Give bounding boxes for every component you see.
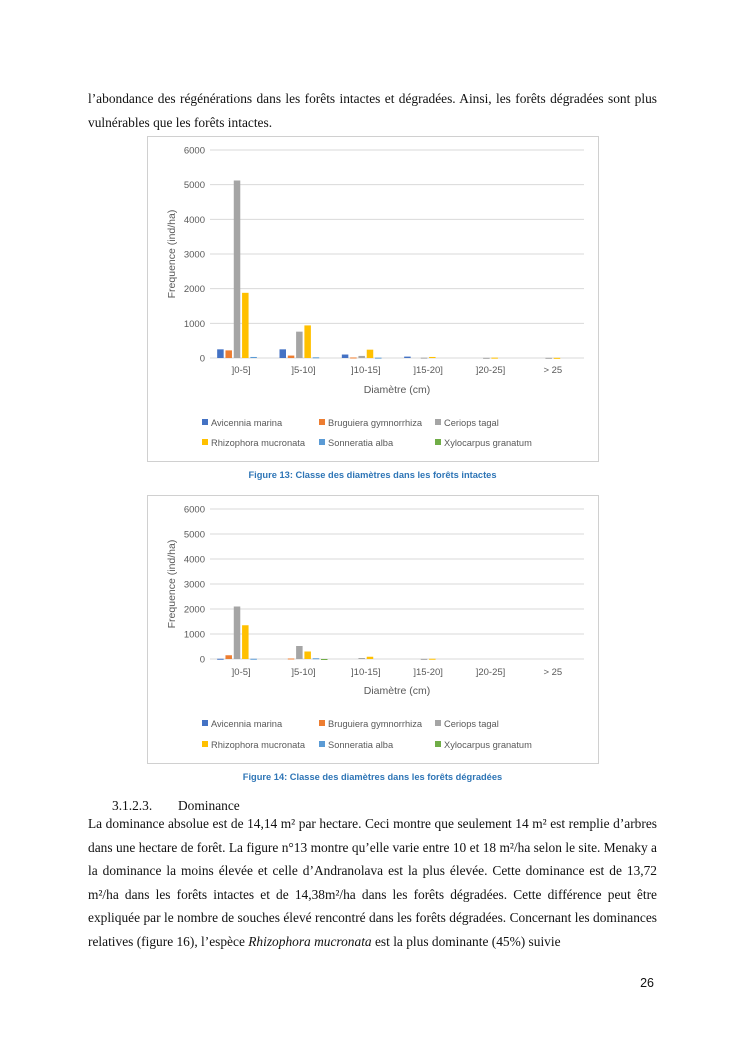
bar-avicennia-marina bbox=[217, 659, 224, 660]
bar-rhizophora-mucronata bbox=[429, 357, 436, 358]
legend-label: Bruguiera gymnorrhiza bbox=[328, 719, 423, 729]
y-tick-label: 6000 bbox=[183, 504, 205, 516]
legend-swatch bbox=[202, 720, 208, 726]
y-axis-label: Frequence (ind/ha) bbox=[166, 209, 178, 299]
y-tick-label: 4000 bbox=[183, 554, 205, 566]
y-tick-label: 5000 bbox=[183, 529, 205, 541]
bar-bruguiera-gymnorrhiza bbox=[350, 357, 357, 358]
y-tick-label: 6000 bbox=[183, 145, 205, 157]
dominance-paragraph bbox=[88, 812, 657, 954]
bar-rhizophora-mucronata bbox=[554, 358, 561, 359]
y-tick-label: 5000 bbox=[183, 180, 205, 192]
x-tick-label: ]10-15] bbox=[351, 365, 381, 376]
legend-label: Avicennia marina bbox=[211, 418, 283, 428]
x-tick-label: > 25 bbox=[543, 365, 563, 376]
legend-label: Sonneratia alba bbox=[328, 438, 394, 448]
bar-avicennia-marina bbox=[217, 349, 224, 358]
bar-sonneratia-alba bbox=[375, 358, 382, 359]
figure-14-svg bbox=[148, 496, 598, 763]
x-tick-label: ]20-25] bbox=[475, 365, 506, 376]
legend-label: Xylocarpus granatum bbox=[444, 438, 532, 448]
legend-swatch bbox=[435, 720, 441, 726]
legend-label: Avicennia marina bbox=[211, 719, 283, 729]
bar-ceriops-tagal bbox=[421, 358, 428, 359]
bar-sonneratia-alba bbox=[313, 658, 320, 659]
x-tick-label: ]15-20] bbox=[413, 365, 443, 376]
bar-bruguiera-gymnorrhiza bbox=[225, 350, 232, 358]
bar-ceriops-tagal bbox=[296, 332, 303, 358]
x-tick-label: ]0-5] bbox=[231, 667, 251, 678]
y-tick-label: 3000 bbox=[183, 579, 205, 591]
bar-rhizophora-mucronata bbox=[242, 293, 249, 358]
bar-ceriops-tagal bbox=[234, 181, 241, 358]
y-tick-label: 2000 bbox=[183, 604, 205, 616]
section-title: Dominance bbox=[178, 798, 240, 813]
bar-sonneratia-alba bbox=[250, 357, 257, 358]
legend-swatch bbox=[202, 439, 208, 445]
legend-label: Ceriops tagal bbox=[444, 418, 499, 428]
section-number: 3.1.2.3. bbox=[112, 798, 153, 813]
bar-rhizophora-mucronata bbox=[491, 358, 498, 359]
bar-bruguiera-gymnorrhiza bbox=[288, 356, 295, 358]
bar-rhizophora-mucronata bbox=[242, 625, 249, 659]
bar-rhizophora-mucronata bbox=[367, 350, 374, 358]
bar-avicennia-marina bbox=[404, 357, 411, 358]
bar-rhizophora-mucronata bbox=[367, 657, 374, 659]
legend-label: Ceriops tagal bbox=[444, 719, 499, 729]
bar-rhizophora-mucronata bbox=[304, 652, 311, 660]
bar-ceriops-tagal bbox=[358, 356, 365, 358]
y-tick-label: 4000 bbox=[183, 214, 205, 226]
legend-label: Bruguiera gymnorrhiza bbox=[328, 418, 423, 428]
bar-sonneratia-alba bbox=[313, 357, 320, 358]
x-tick-label: ]5-10] bbox=[291, 365, 316, 376]
y-axis-label: Frequence (ind/ha) bbox=[166, 539, 178, 629]
legend-swatch bbox=[202, 419, 208, 425]
y-tick-label: 1000 bbox=[183, 629, 205, 641]
legend-swatch bbox=[319, 741, 325, 747]
bar-rhizophora-mucronata bbox=[429, 659, 436, 660]
figure-13-svg bbox=[148, 137, 598, 461]
x-axis-label: Diamètre (cm) bbox=[363, 384, 431, 396]
bar-rhizophora-mucronata bbox=[304, 325, 311, 358]
y-tick-label: 3000 bbox=[183, 249, 205, 261]
bar-bruguiera-gymnorrhiza bbox=[288, 659, 295, 660]
figure-13-chart bbox=[147, 136, 599, 462]
y-tick-label: 0 bbox=[199, 353, 205, 365]
body-text-part-2: est la plus dominante (45%) suivie bbox=[371, 933, 561, 949]
legend-swatch bbox=[435, 741, 441, 747]
legend-label: Rhizophora mucronata bbox=[211, 740, 306, 750]
y-tick-label: 2000 bbox=[183, 284, 205, 296]
x-axis-label: Diamètre (cm) bbox=[363, 685, 431, 697]
x-tick-label: ]0-5] bbox=[231, 365, 251, 376]
bar-ceriops-tagal bbox=[545, 358, 552, 359]
y-tick-label: 0 bbox=[199, 654, 205, 666]
x-tick-label: ]15-20] bbox=[413, 667, 443, 678]
bar-xylocarpus-granatum bbox=[321, 659, 328, 660]
legend-swatch bbox=[202, 741, 208, 747]
y-tick-label: 1000 bbox=[183, 318, 205, 330]
bar-ceriops-tagal bbox=[296, 646, 303, 659]
intro-paragraph: l’abondance des régénérations dans les forêts intactes et dégradées. Ainsi, les forêts dégradées sont plus vulnérables que les forêts intactes. bbox=[88, 91, 657, 130]
legend-label: Xylocarpus granatum bbox=[444, 740, 532, 750]
x-tick-label: ]10-15] bbox=[351, 667, 381, 678]
legend-label: Rhizophora mucronata bbox=[211, 438, 306, 448]
bar-ceriops-tagal bbox=[483, 358, 490, 359]
figure-14-chart bbox=[147, 495, 599, 764]
bar-ceriops-tagal bbox=[421, 659, 428, 660]
bar-avicennia-marina bbox=[280, 349, 287, 358]
x-tick-label: ]5-10] bbox=[291, 667, 316, 678]
bar-sonneratia-alba bbox=[250, 659, 257, 660]
legend-swatch bbox=[319, 720, 325, 726]
species-name: Rhizophora mucronata bbox=[248, 933, 372, 949]
page-number: 26 bbox=[640, 976, 654, 990]
figure-13-caption: Figure 13: Classe des diamètres dans les forêts intactes bbox=[248, 470, 497, 480]
legend-swatch bbox=[435, 439, 441, 445]
bar-bruguiera-gymnorrhiza bbox=[225, 655, 232, 659]
bar-avicennia-marina bbox=[342, 355, 349, 358]
bar-ceriops-tagal bbox=[358, 658, 365, 659]
legend-swatch bbox=[319, 439, 325, 445]
bar-ceriops-tagal bbox=[234, 607, 241, 660]
legend-swatch bbox=[319, 419, 325, 425]
body-text-part-1: La dominance absolue est de 14,14 m² par hectare. Ceci montre que seulement 14 m² est remplie d’arbres dans une hectare de forêt. La figure n°13 montre qu’elle varie entre 10 et 18 m²/ha selon le site. Menaky a la dominance la moins élevée et celle d’Andranolava est la plus élevée. Cette dominance est de 13,72 m²/ha dans les forêts intactes et de 14,38m²/ha dans les forêts dégradées. Cette différence peut être expliquée par le nombre de souches élevé rencontré dans les forêts dégradées. Concernant les dominances relatives (figure 16), l’espèce bbox=[88, 816, 657, 949]
x-tick-label: > 25 bbox=[543, 667, 563, 678]
figure-14-caption: Figure 14: Classe des diamètres dans les forêts dégradées bbox=[242, 772, 503, 782]
legend-label: Sonneratia alba bbox=[328, 740, 394, 750]
legend-swatch bbox=[435, 419, 441, 425]
x-tick-label: ]20-25] bbox=[475, 667, 506, 678]
